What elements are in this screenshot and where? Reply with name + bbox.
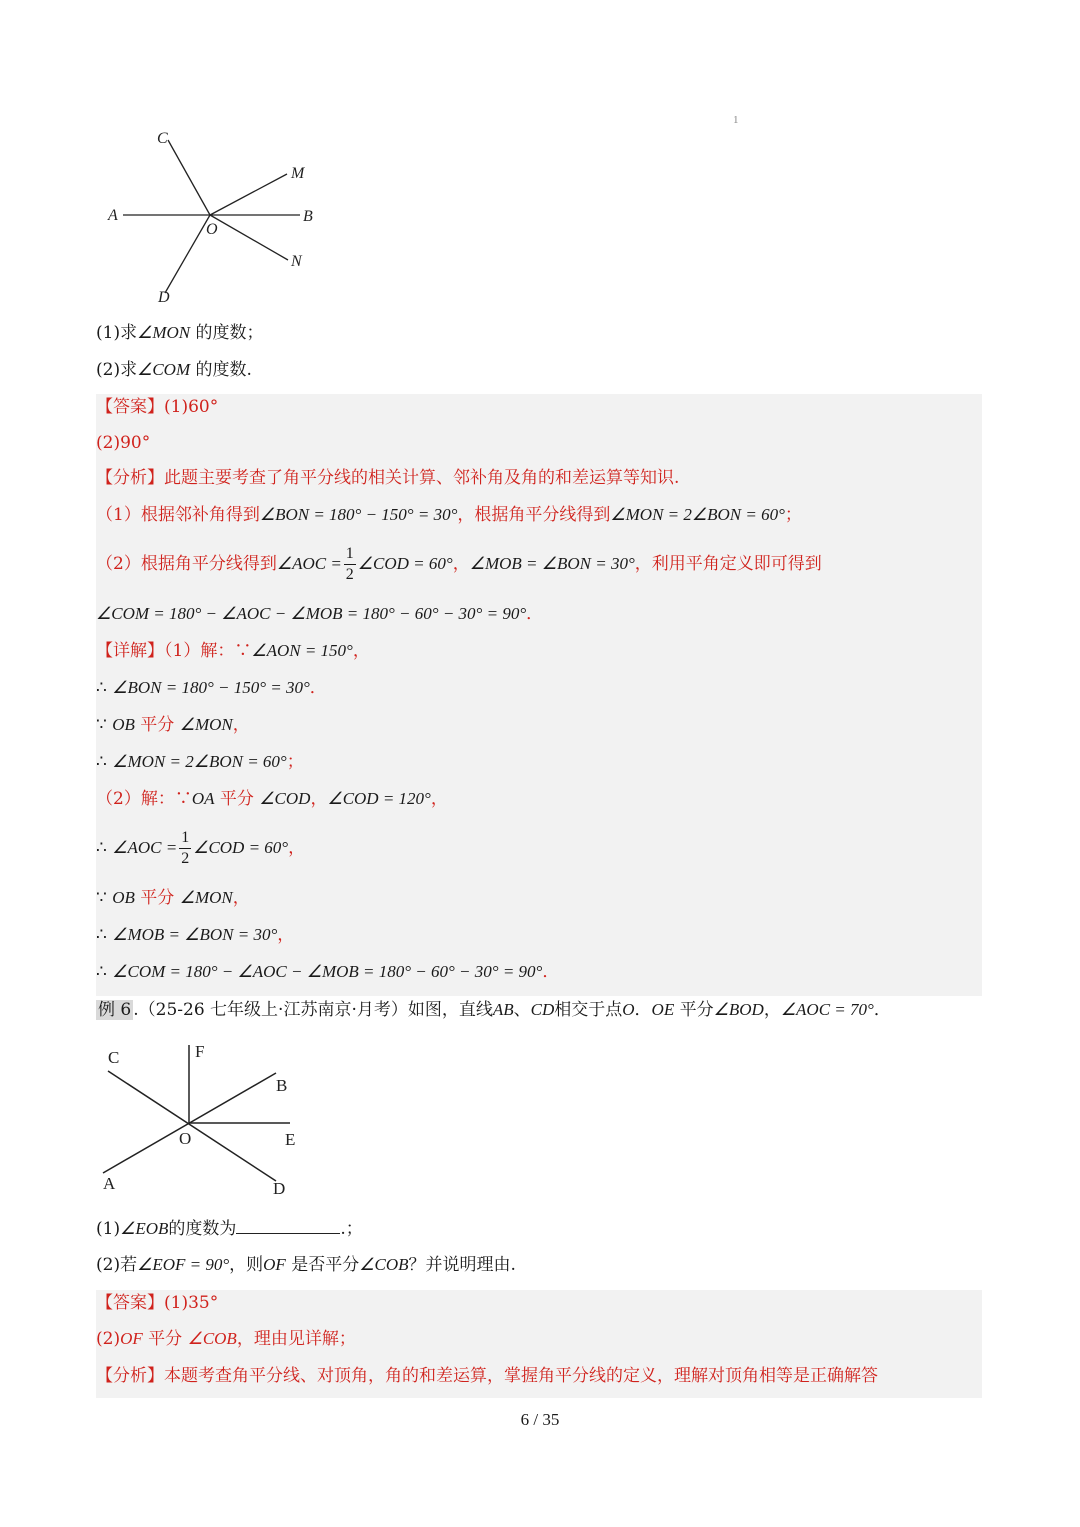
label-d: D <box>158 289 170 305</box>
analysis-1: 【分析】此题主要考查了角平分线的相关计算、邻补角及角的和差运算等知识. <box>96 468 680 488</box>
label-d: D <box>273 1179 286 1198</box>
analysis-1-step-2-cont: ∠COM = 180° − ∠AOC − ∠MOB = 180° − 60° − 30° = 90°． <box>96 604 544 624</box>
detail-1-line-2: ∴ ∠BON = 180° − 150° = 30°． <box>96 678 327 698</box>
answer-blank[interactable] <box>236 1215 340 1234</box>
ray-om <box>210 174 287 215</box>
detail-1-line-1: 【详解】（1）解：∵∠AON = 150°， <box>96 641 370 661</box>
label-c: C <box>108 1048 120 1067</box>
detail-1-line-5: （2）解：∵OA 平分 ∠COD，∠COD = 120°， <box>96 789 448 809</box>
answer-2-line-1: 【答案】(1)35° <box>96 1293 219 1313</box>
figure-2-diagram <box>98 1038 318 1200</box>
question-2-part-2: (2)若∠EOF = 90°，则OF 是否平分∠COB？并说明理由. <box>96 1255 516 1275</box>
answer-2-line-2: (2)OF 平分 ∠COB，理由见详解； <box>96 1329 356 1349</box>
label-m: M <box>291 165 305 182</box>
analysis-2: 【分析】本题考查角平分线、对顶角，角的和差运算，掌握角平分线的定义，理解对顶角相等是正确解答 <box>96 1366 878 1386</box>
fraction-half: $\frac{1}{2}$ <box>345 545 354 583</box>
ray-on <box>210 215 288 260</box>
detail-1-line-8: ∴ ∠MOB = ∠BON = 30°， <box>96 925 295 945</box>
question-1-part-2: (2)求∠COM 的度数. <box>96 360 252 380</box>
analysis-1-step-1: （1）根据邻补角得到∠BON = 180° − 150° = 30°，根据角平分线得到∠MON = 2∠BON = 60°； <box>96 505 802 525</box>
example-6-statement: 例 6 .（25-26 七年级上·江苏南京·月考）如图，直线AB、CD相交于点O．OE 平分∠BOD，∠AOC = 70°． <box>98 1000 891 1020</box>
fraction-half-2: $\frac{1}{2}$ <box>181 829 190 867</box>
detail-1-line-9: ∴ ∠COM = 180° − ∠AOC − ∠MOB = 180° − 60° − 30° = 90°． <box>96 962 560 982</box>
question-1-part-1: (1)求∠MON 的度数； <box>96 323 264 343</box>
label-e: E <box>285 1130 296 1149</box>
detail-1-line-6: ∴ ∠AOC = $\frac{1}{2}$ ∠COD = 60°， <box>96 829 306 867</box>
detail-1-line-7: ∵ OB 平分 ∠MON， <box>96 888 250 908</box>
label-a: A <box>108 207 118 224</box>
answer-1-line-2: (2)90° <box>96 433 151 453</box>
figure-1-diagram <box>100 125 330 305</box>
label-f: F <box>195 1042 205 1061</box>
answer-1-line-1: 【答案】(1)60° <box>96 397 219 417</box>
detail-1-line-4: ∴ ∠MON = 2∠BON = 60°； <box>96 752 304 772</box>
label-o: O <box>179 1129 192 1148</box>
label-n: N <box>291 253 302 270</box>
label-a: A <box>103 1174 116 1193</box>
label-o: O <box>206 221 218 238</box>
detail-1-line-3: ∵ OB 平分 ∠MON， <box>96 715 250 735</box>
page-number: 6 / 35 <box>520 1410 560 1429</box>
analysis-1-step-2: （2）根据角平分线得到∠AOC = $\frac{1}{2}$ ∠COD = 60°，∠MOB = ∠BON = 30°，利用平角定义即可得到 <box>96 545 822 583</box>
line-od <box>165 215 210 293</box>
label-b: B <box>303 208 313 225</box>
label-c: C <box>157 130 168 147</box>
label-b: B <box>276 1076 288 1095</box>
page-mark: 1 <box>733 114 739 126</box>
line-cd <box>168 140 210 215</box>
question-2-part-1: (1)∠EOB的度数为 .； <box>96 1215 363 1242</box>
